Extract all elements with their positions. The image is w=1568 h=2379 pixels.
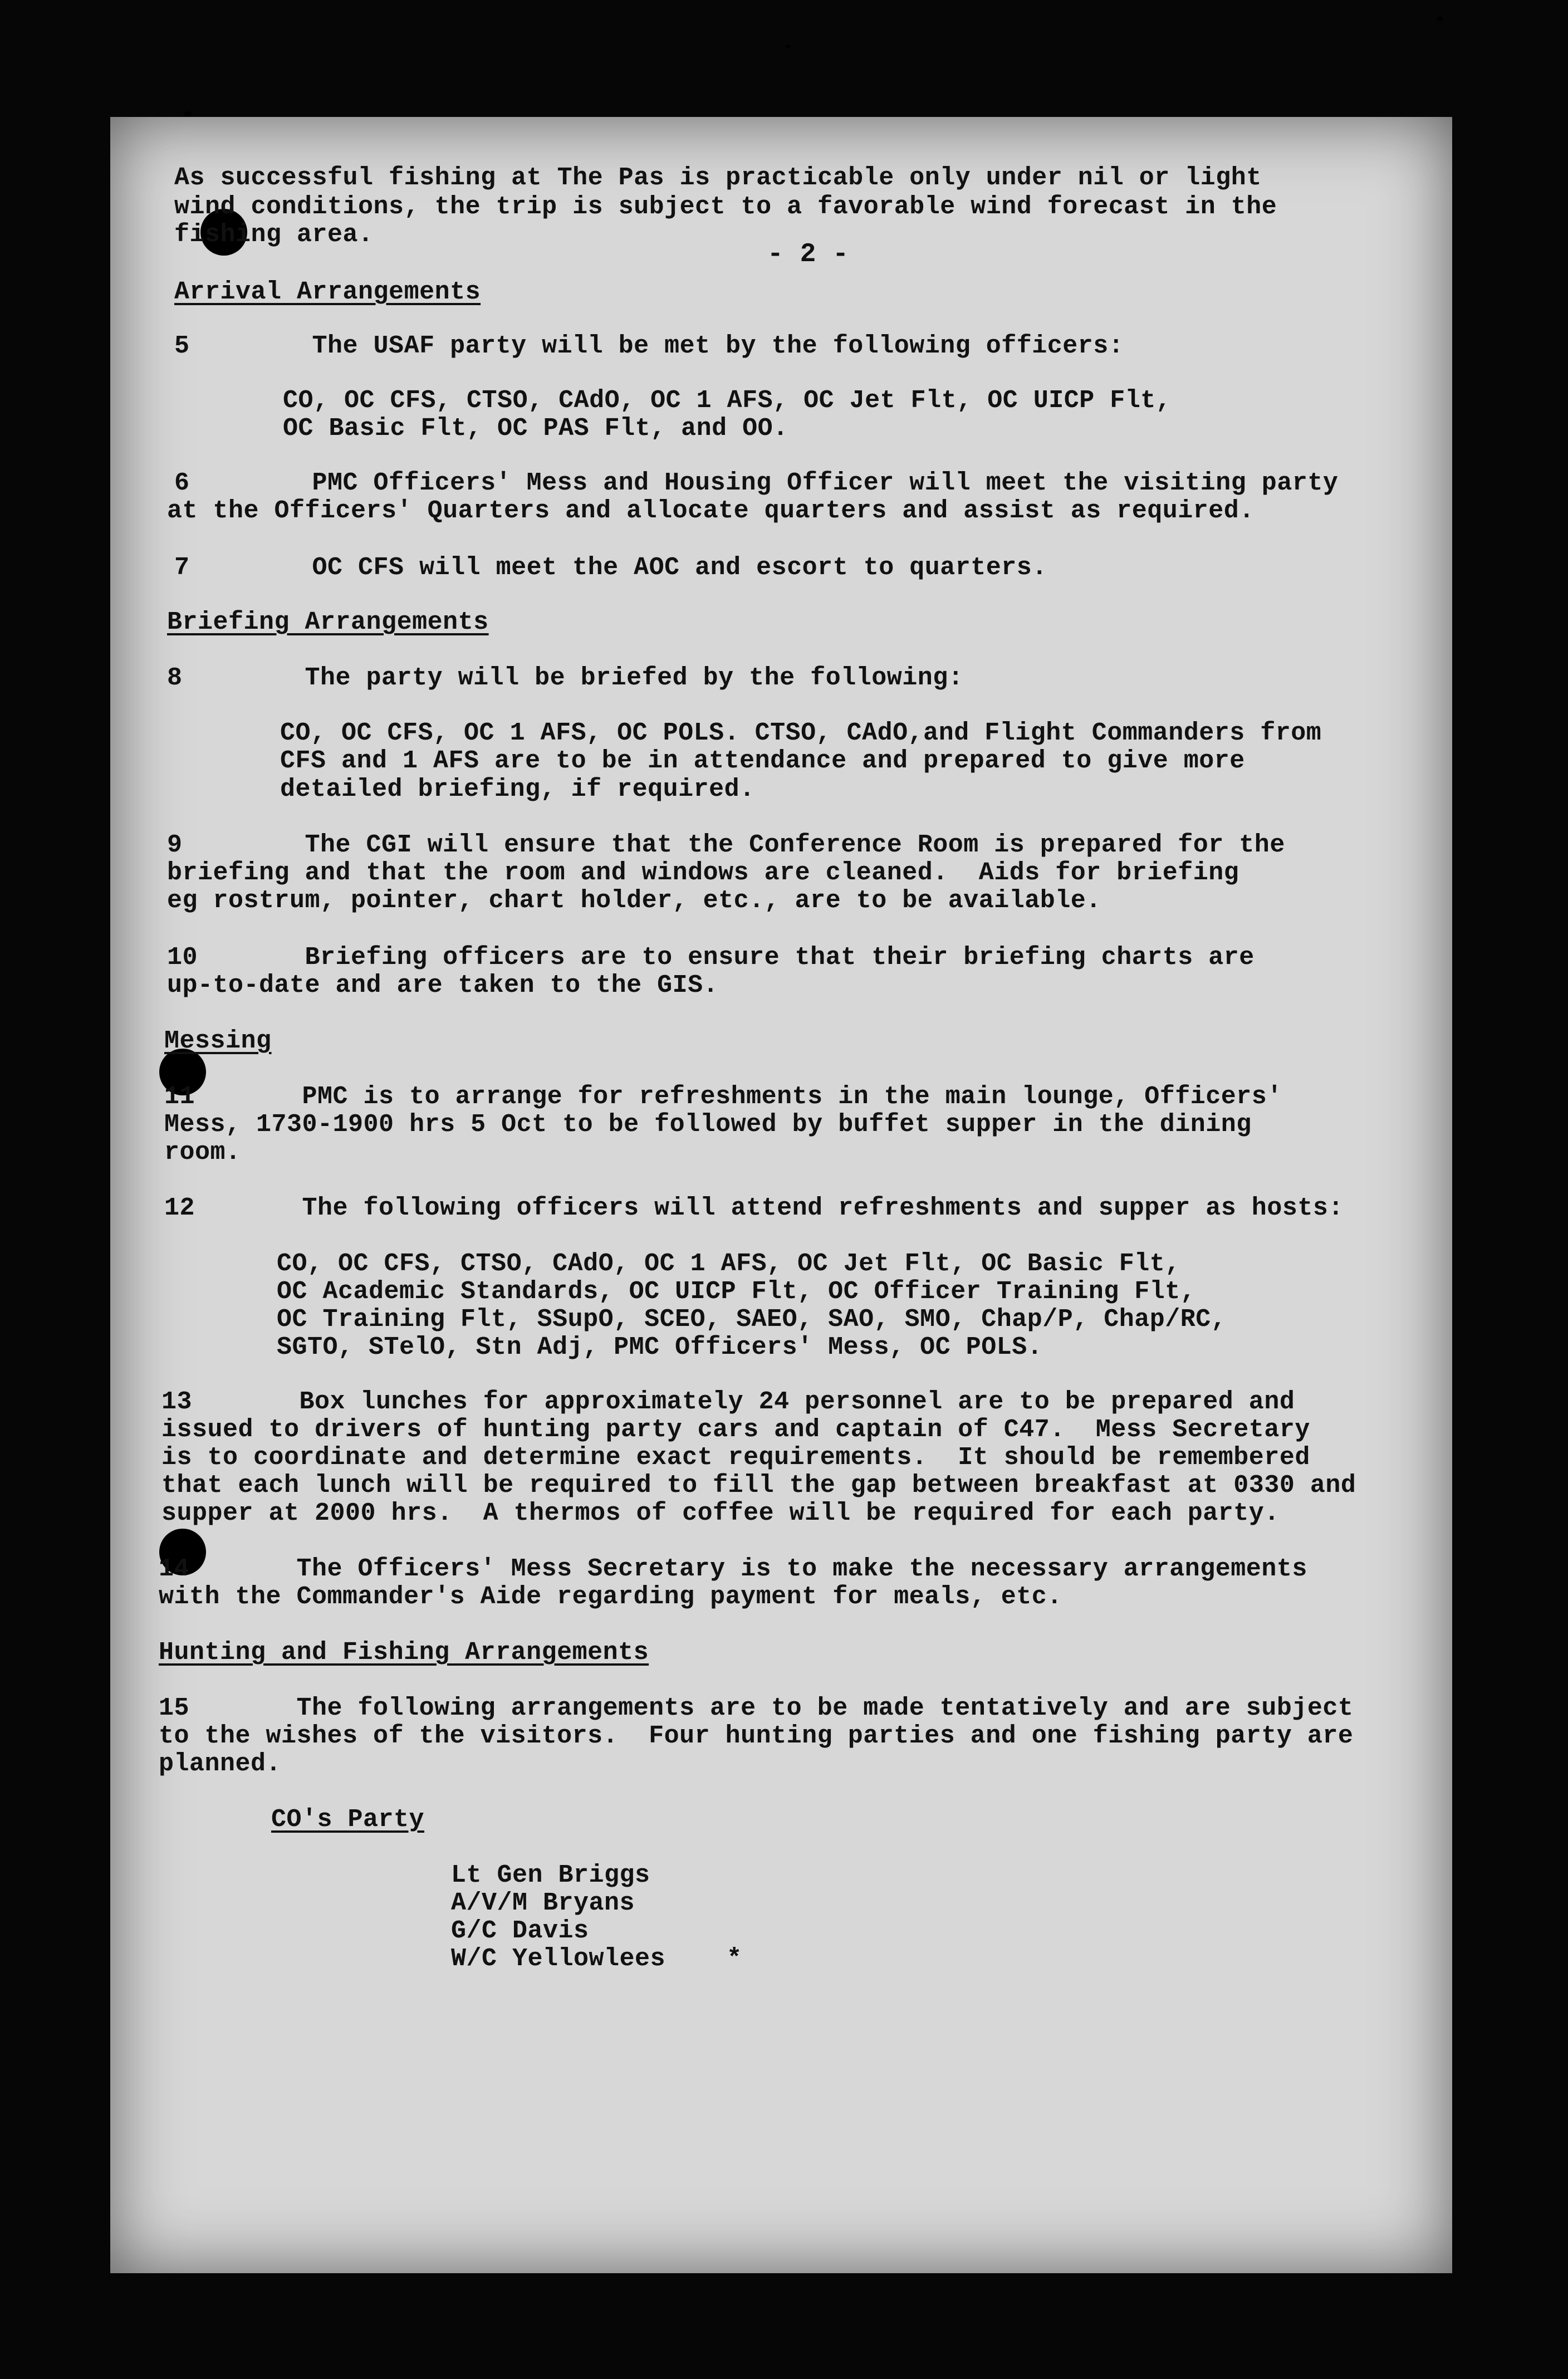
text-line: eg rostrum, pointer, chart holder, etc., are to be available. (167, 887, 1101, 915)
text-line: CO, OC CFS, CTSO, CAdO, OC 1 AFS, OC Jet Flt, OC Basic Flt, (277, 1250, 1180, 1278)
text-line: fishing area. (174, 221, 374, 249)
text-line: 15 The following arrangements are to be made tentatively and are subject (159, 1694, 1354, 1722)
text-line: 14 The Officers' Mess Secretary is to make the necessary arrangements (159, 1555, 1307, 1583)
text-line: 7 OC CFS will meet the AOC and escort to quarters. (174, 554, 1047, 582)
text-line: briefing and that the room and windows are cleaned. Aids for briefing (167, 859, 1239, 887)
text-line: at the Officers' Quarters and allocate quarters and assist as required. (167, 497, 1255, 525)
text-line: detailed briefing, if required. (280, 775, 755, 804)
text-line: 5 The USAF party will be met by the following officers: (174, 332, 1124, 360)
film-speck (785, 45, 791, 48)
text-line: As successful fishing at The Pas is practicable only under nil or light (174, 164, 1262, 192)
text-line: CO, OC CFS, CTSO, CAdO, OC 1 AFS, OC Jet Flt, OC UICP Flt, (283, 386, 1172, 415)
text-line: OC Academic Standards, OC UICP Flt, OC Officer Training Flt, (277, 1277, 1196, 1306)
film-speck (184, 111, 192, 117)
text-line: G/C Davis (451, 1917, 589, 1945)
text-line: room. (164, 1138, 241, 1167)
text-line: CO, OC CFS, OC 1 AFS, OC POLS. CTSO, CAdO,and Flight Commanders from (280, 719, 1322, 747)
text-line: that each lunch will be required to fill the gap between breakfast at 0330 and (161, 1471, 1356, 1500)
text-line: is to coordinate and determine exact requirements. It should be remembered (161, 1443, 1310, 1472)
text-line: supper at 2000 hrs. A thermos of coffee will be required for each party. (161, 1499, 1280, 1528)
text-line: 10 Briefing officers are to ensure that their briefing charts are (167, 943, 1255, 972)
section-heading: Arrival Arrangements (174, 278, 481, 306)
section-heading: Messing (164, 1027, 272, 1055)
document-page (110, 117, 1452, 2273)
text-line: to the wishes of the visitors. Four hunting parties and one fishing party are (159, 1722, 1354, 1750)
text-line: up-to-date and are taken to the GIS. (167, 971, 719, 1000)
text-line: 12 The following officers will attend refreshments and supper as hosts: (164, 1194, 1344, 1222)
text-line: planned. (159, 1750, 282, 1778)
page-number: - 2 - (767, 239, 849, 270)
text-line: 11 PMC is to arrange for refreshments in the main lounge, Officers' (164, 1083, 1282, 1111)
text-line: 9 The CGI will ensure that the Conference Room is prepared for the (167, 831, 1285, 859)
section-heading: Briefing Arrangements (167, 608, 489, 637)
text-line: OC Basic Flt, OC PAS Flt, and OO. (283, 414, 788, 443)
text-line: W/C Yellowlees * (451, 1945, 742, 1973)
text-line: A/V/M Bryans (451, 1889, 635, 1917)
text-line: 6 PMC Officers' Mess and Housing Officer will meet the visiting party (174, 469, 1339, 497)
text-line: Lt Gen Briggs (451, 1861, 650, 1890)
text-line: wind conditions, the trip is subject to a favorable wind forecast in the (174, 193, 1277, 221)
section-heading: CO's Party (271, 1805, 425, 1834)
text-line: 13 Box lunches for approximately 24 personnel are to be prepared and (161, 1388, 1295, 1416)
text-line: issued to drivers of hunting party cars and captain of C47. Mess Secretary (161, 1416, 1310, 1444)
text-line: with the Commander's Aide regarding payment for meals, etc. (159, 1583, 1062, 1611)
text-line: Mess, 1730-1900 hrs 5 Oct to be followed by buffet supper in the dining (164, 1110, 1252, 1139)
text-line: SGTO, STelO, Stn Adj, PMC Officers' Mess, OC POLS. (277, 1333, 1043, 1362)
text-line: CFS and 1 AFS are to be in attendance and prepared to give more (280, 747, 1245, 775)
text-line: OC Training Flt, SSupO, SCEO, SAEO, SAO, SMO, Chap/P, Chap/RC, (277, 1305, 1227, 1334)
film-speck (1437, 17, 1443, 21)
section-heading: Hunting and Fishing Arrangements (159, 1638, 649, 1667)
text-line: 8 The party will be briefed by the following: (167, 664, 964, 692)
